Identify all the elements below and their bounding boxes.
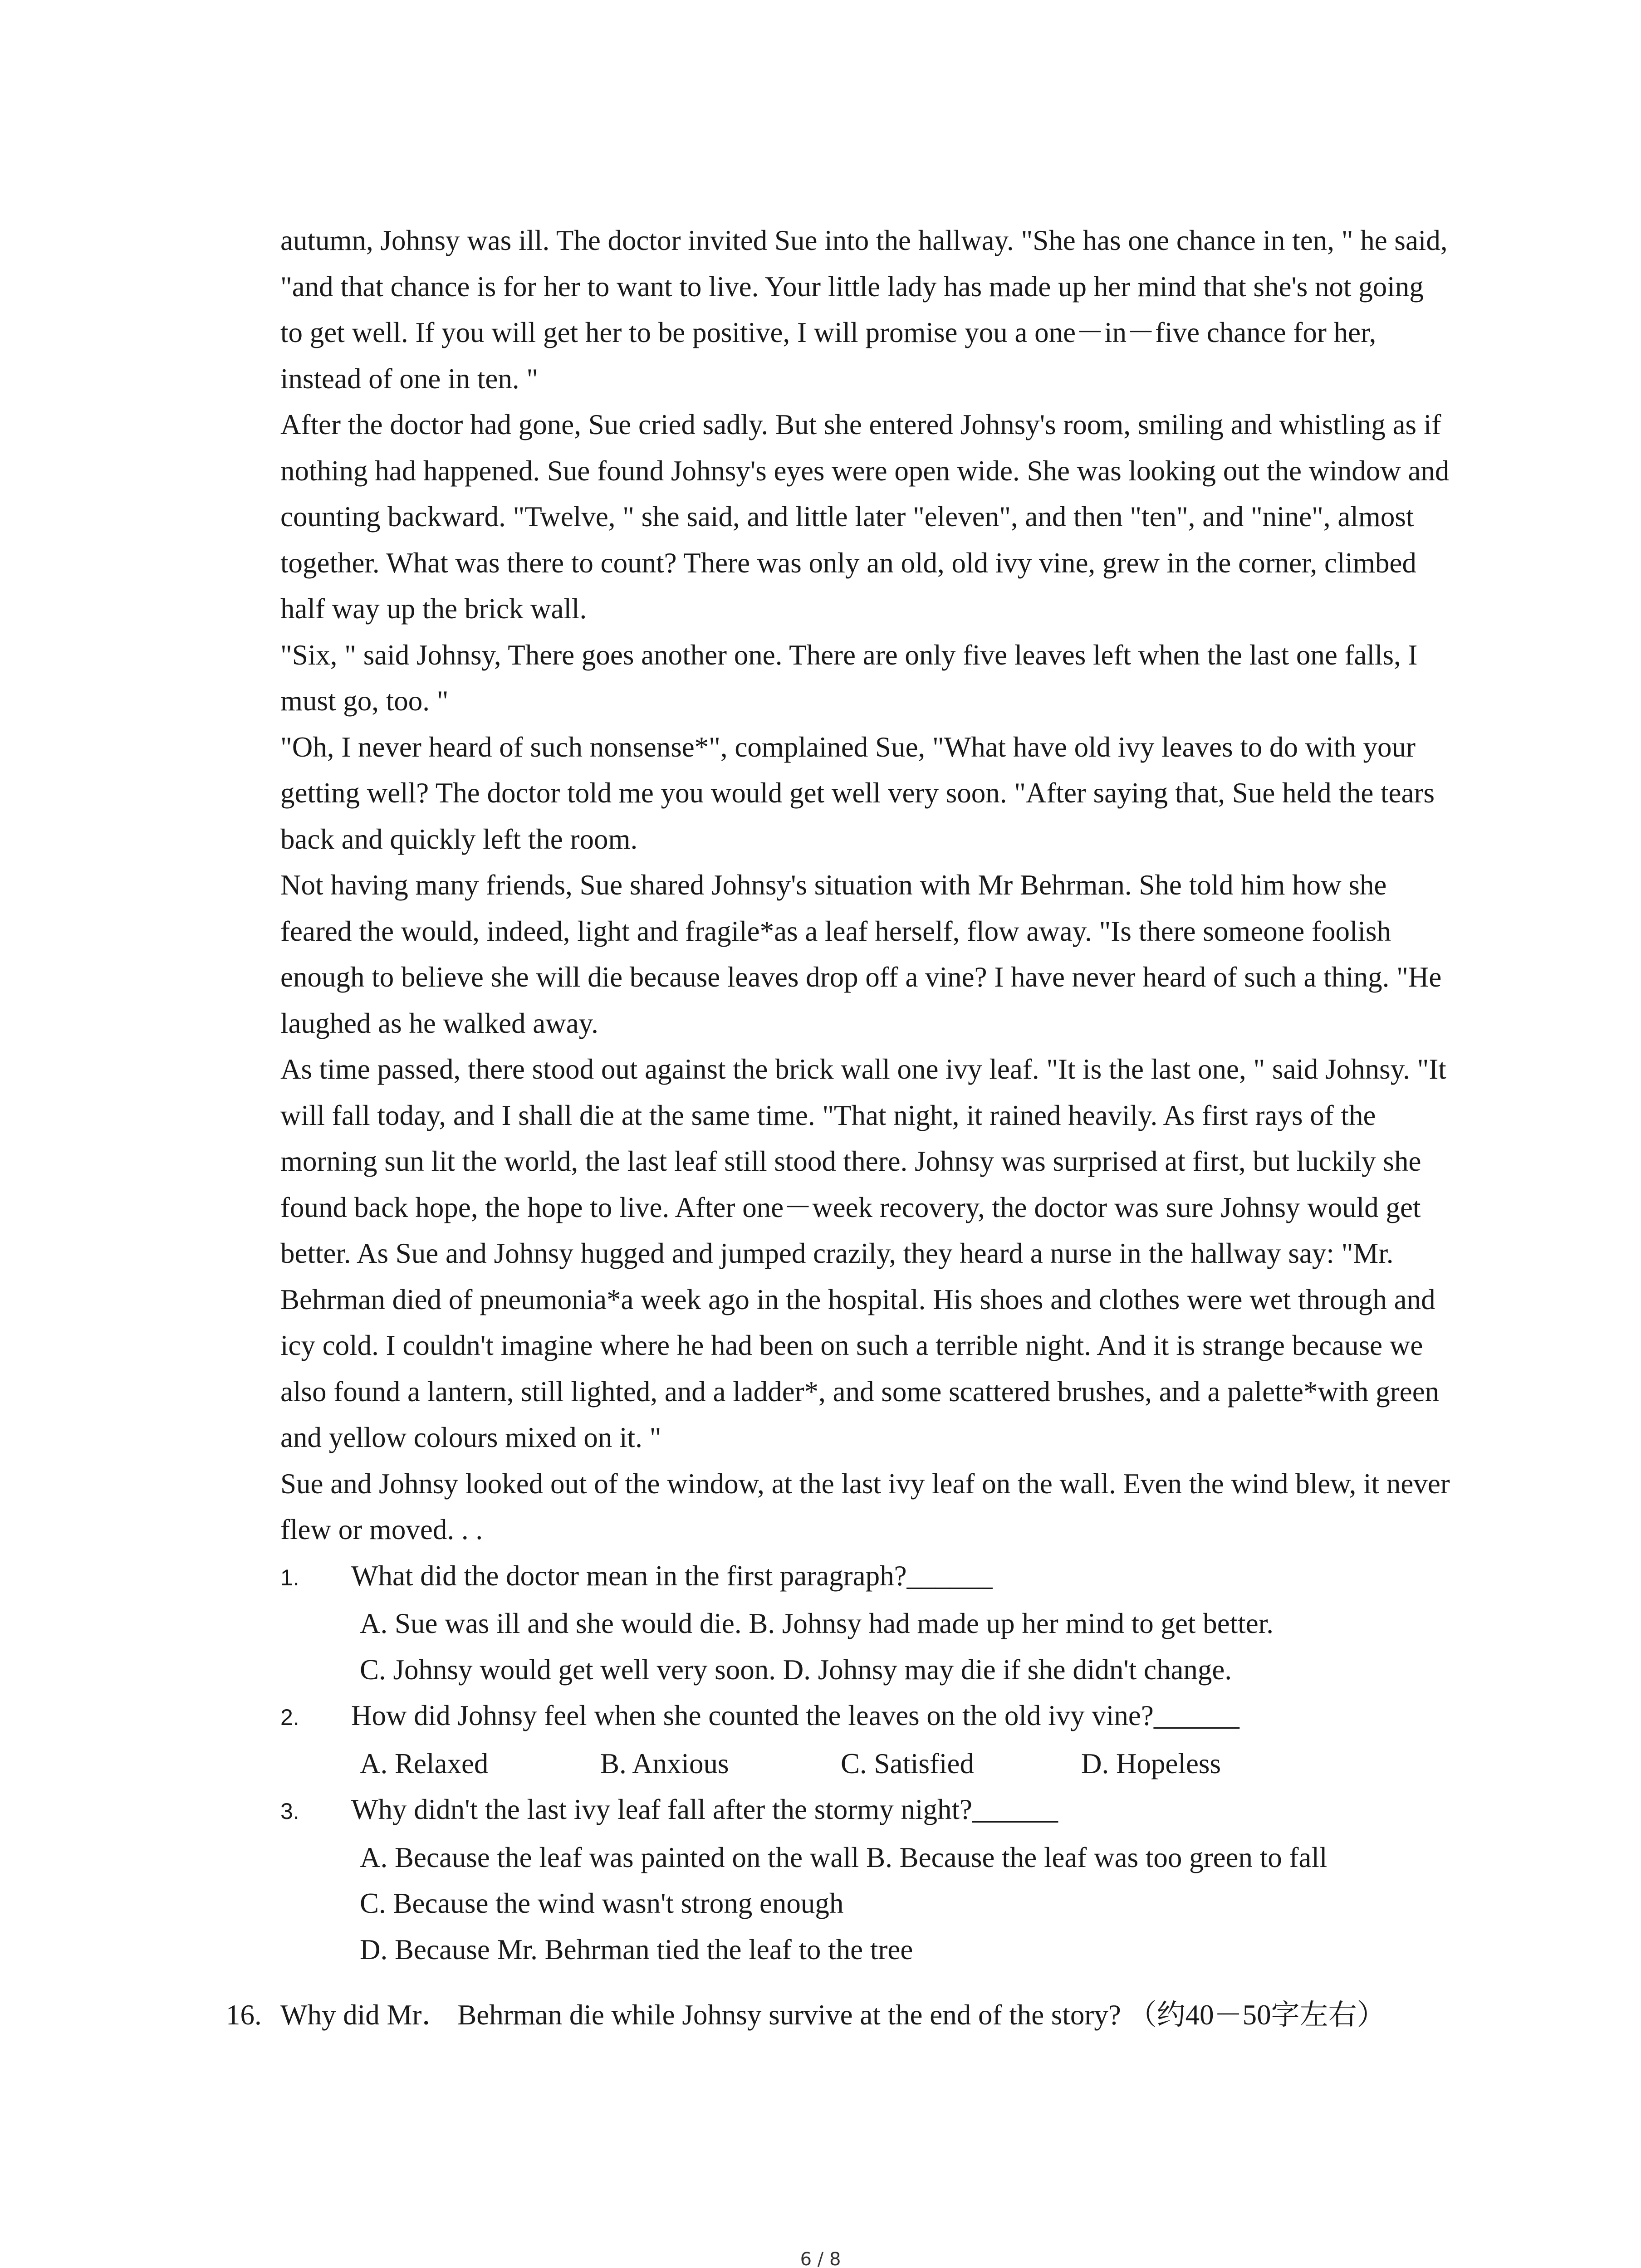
- option-line: A. Sue was ill and she would die. B. Johnsy had made up her mind to get better.: [360, 1608, 1274, 1639]
- question-number: 16.: [226, 1999, 262, 2031]
- option-c: C. Satisfied: [841, 1747, 974, 1779]
- option-d: D. Hopeless: [1081, 1747, 1221, 1779]
- reading-passage: [280, 218, 1451, 1973]
- passage-paragraph-4: "Oh, I never heard of such nonsense*", complained Sue, "What have old ivy leaves to do with your getting well? The doctor told me you would get well very soon. "After saying that, Sue held the tears back and quickly left the room.: [280, 731, 1435, 855]
- question-16: [226, 1992, 1451, 2038]
- question-2: [280, 1693, 1451, 1787]
- option-row: [280, 1741, 1451, 1787]
- question-number: 3.: [280, 1799, 299, 1824]
- passage-paragraph-6: As time passed, there stood out against the brick wall one ivy leaf. "It is the last one, " said Johnsy. "It will fall today, and I shall die at the same time. "That night, it rained heavily. As first rays of the morning sun lit the world, the last leaf still stood there. Johnsy was surprised at first, but luckily she found back hope, the hope to live. After one－week recovery, the doctor was sure Johnsy would get better. As Sue and Johnsy hugged and jumped crazily, they heard a nurse in the hallway say: "Mr. Behrman died of pneumonia*a week ago in the hospital. His shoes and clothes were wet through and icy cold. I couldn't imagine where he had been on such a terrible night. And it is strange because we also found a lantern, still lighted, and a ladder*, and some scattered brushes, and a palette*with green and yellow colours mixed on it. ": [280, 1053, 1446, 1453]
- passage-paragraph-3: "Six, " said Johnsy, There goes another one. There are only five leaves left when the last one falls, I must go, too. ": [280, 639, 1418, 717]
- passage-paragraph-7: Sue and Johnsy looked out of the window, at the last ivy leaf on the wall. Even the wind blew, it never flew or moved. . .: [280, 1467, 1450, 1545]
- question-stem: How did Johnsy feel when she counted the leaves on the old ivy vine?______: [351, 1700, 1239, 1731]
- option-line: C. Because the wind wasn't strong enough: [360, 1887, 844, 1919]
- passage-paragraph-5: Not having many friends, Sue shared Johnsy's situation with Mr Behrman. She told him how she feared the would, indeed, light and fragile*as a leaf herself, flow away. "Is there someone foolish enough to believe she will die because leaves drop off a vine? I have never heard of such a thing. "He laughed as he walked away.: [280, 869, 1442, 1039]
- question-list: [280, 1553, 1451, 1973]
- question-number: 1.: [280, 1564, 299, 1590]
- option-line: D. Because Mr. Behrman tied the leaf to the tree: [360, 1933, 913, 1965]
- option-line: C. Johnsy would get well very soon. D. Johnsy may die if she didn't change.: [360, 1653, 1232, 1686]
- question-text: Why did Mr． Behrman die while Johnsy survive at the end of the story? （约40－50字左右）: [280, 1999, 1386, 2031]
- option-line: A. Because the leaf was painted on the wall B. Because the leaf was too green to fall: [360, 1841, 1327, 1873]
- option-b: B. Anxious: [600, 1747, 729, 1779]
- question-stem: What did the doctor mean in the first paragraph?______: [351, 1559, 993, 1592]
- option-a: A. Relaxed: [360, 1747, 489, 1779]
- passage-paragraph-2: After the doctor had gone, Sue cried sadly. But she entered Johnsy's room, smiling and whistling as if nothing had happened. Sue found Johnsy's eyes were open wide. She was looking out the window and counting backward. "Twelve, " she said, and little later "eleven", and then "ten", and "nine", almost together. What was there to count? There was only an old, old ivy vine, grew in the corner, climbed half way up the brick wall.: [280, 409, 1450, 625]
- question-1: [280, 1553, 1451, 1693]
- passage-paragraph-1: autumn, Johnsy was ill. The doctor invited Sue into the hallway. "She has one chance in ten, " he said, "and that chance is for her to want to live. Your little lady has made up her mind that she's not going to get well. If you will get her to be positive, I will promise you a one－in－five chance for her, instead of one in ten. ": [280, 225, 1448, 395]
- question-3: [280, 1787, 1451, 1973]
- question-stem: Why didn't the last ivy leaf fall after the stormy night?______: [351, 1794, 1058, 1825]
- page-number: 6 / 8: [800, 2249, 841, 2268]
- question-number: 2.: [280, 1705, 299, 1730]
